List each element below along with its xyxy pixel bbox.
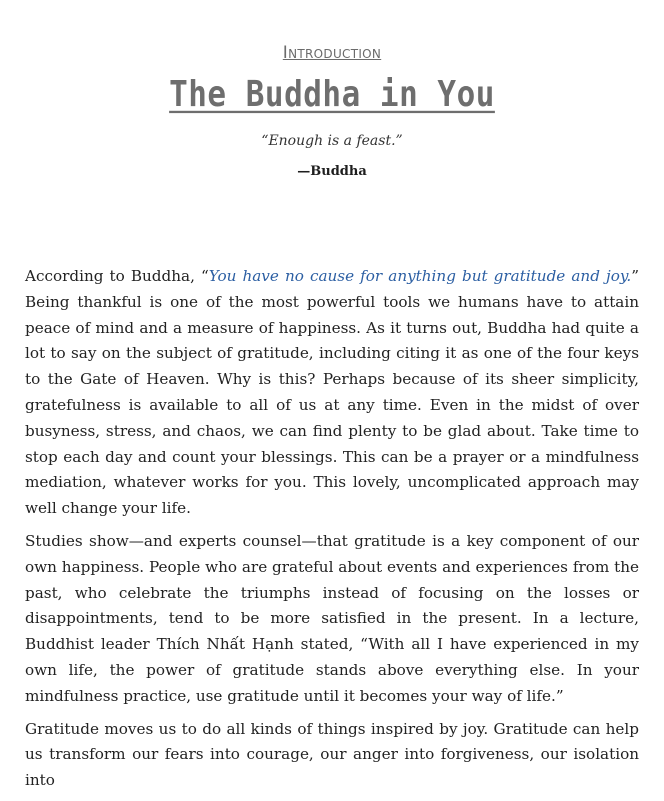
epigraph-attribution: —Buddha (297, 164, 367, 179)
chapter-title: The Buddha in You (169, 74, 495, 116)
paragraph-2: Studies show—and experts counsel—that gratitude is a key component of our own happiness. People who are grateful about events and experiences from the past, who celebrate the triumphs instead of focusing on the losses or disappointments, tend to be more satisfied in the present. In a lecture, Buddhist leader Thích Nhất Hạnh stated, “With all I have experienced in my own life, the power of gratitude stands above everything else. In your mindfulness practice, use gratitude until it becomes your way of life.” (25, 531, 639, 705)
buddha-quote-highlight: You have no cause for anything but gratitude and joy. (208, 267, 632, 285)
paragraph-1 (25, 264, 639, 522)
epigraph-quote: “Enough is a feast.” (261, 133, 403, 149)
paragraph-1-rest: ” Being thankful is one of the most powerful tools we humans have to attain peace of mind and a measure of happiness. As it turns out, Buddha had quite a lot to say on the subject of gratitude, including citing it as one of the four keys to the Gate of Heaven. Why is this? Perhaps because of its sheer simplicity, gratefulness is available to all of us at any time. Even in the midst of over busyness, stress, and chaos, we can find plenty to be glad about. Take time to stop each day and count your blessings. This can be a prayer or a mindfulness mediation, whatever works for you. This lovely, uncomplicated approach may well change your life. (25, 267, 639, 518)
chapter-label: Introduction (282, 43, 382, 63)
body-text (25, 264, 639, 801)
paragraph-1-lead: According to Buddha, “ (25, 267, 209, 285)
paragraph-3: Gratitude moves us to do all kinds of things inspired by joy. Gratitude can help us transform our fears into courage, our anger into forgiveness, our isolation into (25, 719, 639, 790)
